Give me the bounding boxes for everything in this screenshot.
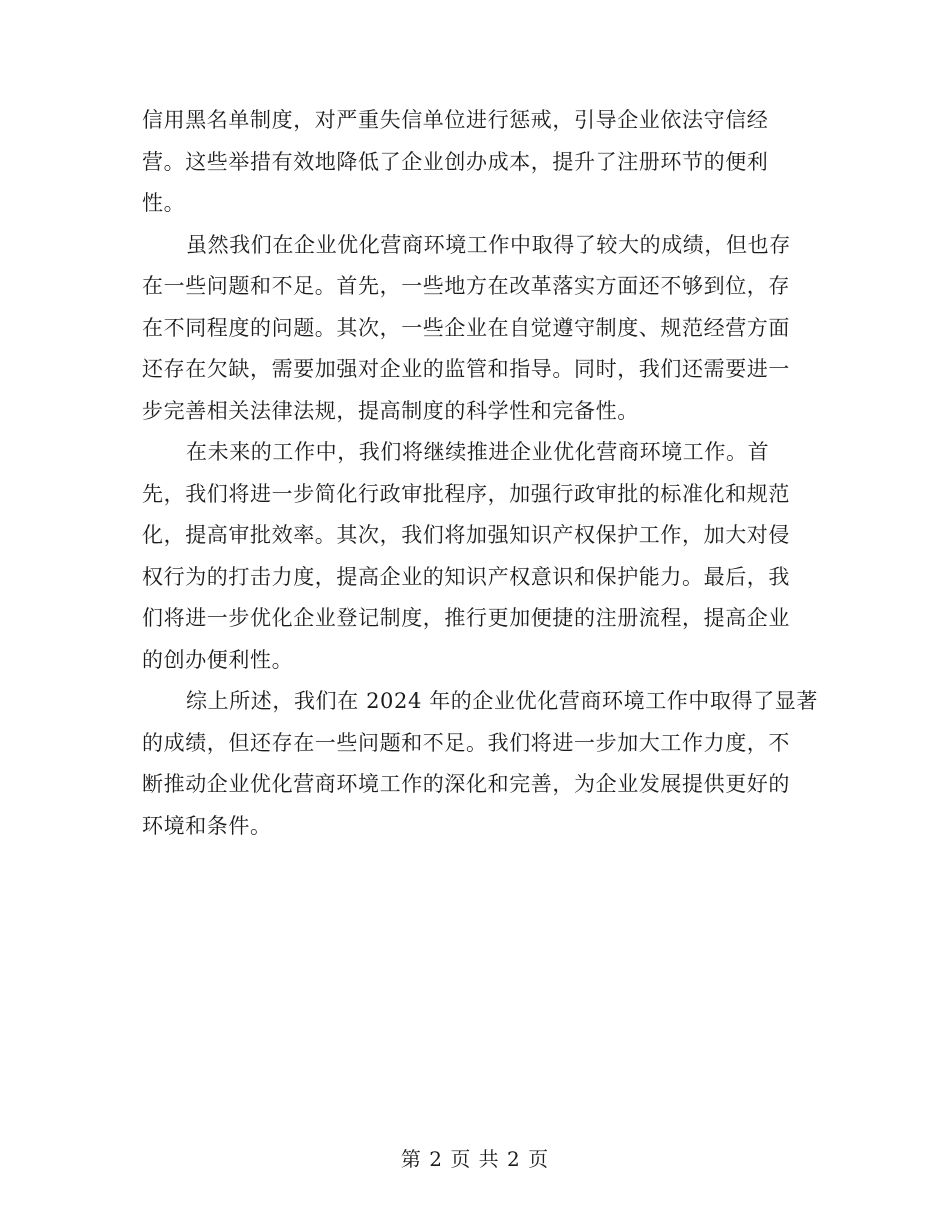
paragraph-1 (142, 100, 810, 225)
paragraph-line: 性。 (142, 191, 186, 215)
paragraph-line: 的创办便利性。 (142, 647, 294, 672)
page-footer: 第 2 页 共 2 页 (400, 1147, 550, 1171)
document-body (142, 100, 818, 847)
paragraph-line: 先，我们将进一步简化行政审批程序，加强行政审批的标准化和规范 (142, 481, 790, 506)
paragraph-line: 营。这些举措有效地降低了企业创办成本，提升了注册环节的便利 (142, 149, 769, 174)
paragraph-4 (142, 681, 818, 847)
paragraph-line: 化，提高审批效率。其次，我们将加强知识产权保护工作，加大对侵 (142, 523, 790, 547)
paragraph-line: 在未来的工作中，我们将继续推进企业优化营商环境工作。首 (186, 440, 770, 464)
paragraph-line: 虽然我们在企业优化营商环境工作中取得了较大的成绩，但也存 (186, 232, 791, 257)
paragraph-2 (142, 225, 810, 433)
paragraph-line: 的成绩，但还存在一些问题和不足。我们将进一步加大工作力度，不 (142, 730, 790, 755)
paragraph-line: 在不同程度的问题。其次，一些企业在自觉遵守制度、规范经营方面 (142, 315, 790, 340)
paragraph-line: 步完善相关法律法规，提高制度的科学性和完备性。 (142, 398, 639, 423)
paragraph-line: 还存在欠缺，需要加强对企业的监管和指导。同时，我们还需要进一 (142, 357, 790, 381)
paragraph-line: 环境和条件。 (142, 813, 272, 838)
paragraph-line: 在一些问题和不足。首先，一些地方在改革落实方面还不够到位，存 (142, 274, 790, 298)
paragraph-line: 信用黑名单制度，对严重失信单位进行惩戒，引导企业依法守信经 (142, 108, 769, 132)
paragraph-line: 断推动企业优化营商环境工作的深化和完善，为企业发展提供更好的 (142, 772, 790, 796)
paragraph-line: 权行为的打击力度，提高企业的知识产权意识和保护能力。最后，我 (142, 564, 790, 589)
paragraph-line: 们将进一步优化企业登记制度，推行更加便捷的注册流程，提高企业 (142, 606, 790, 630)
paragraph-line: 综上所述，我们在 2024 年的企业优化营商环境工作中取得了显著 (186, 689, 818, 713)
paragraph-3 (142, 432, 810, 681)
